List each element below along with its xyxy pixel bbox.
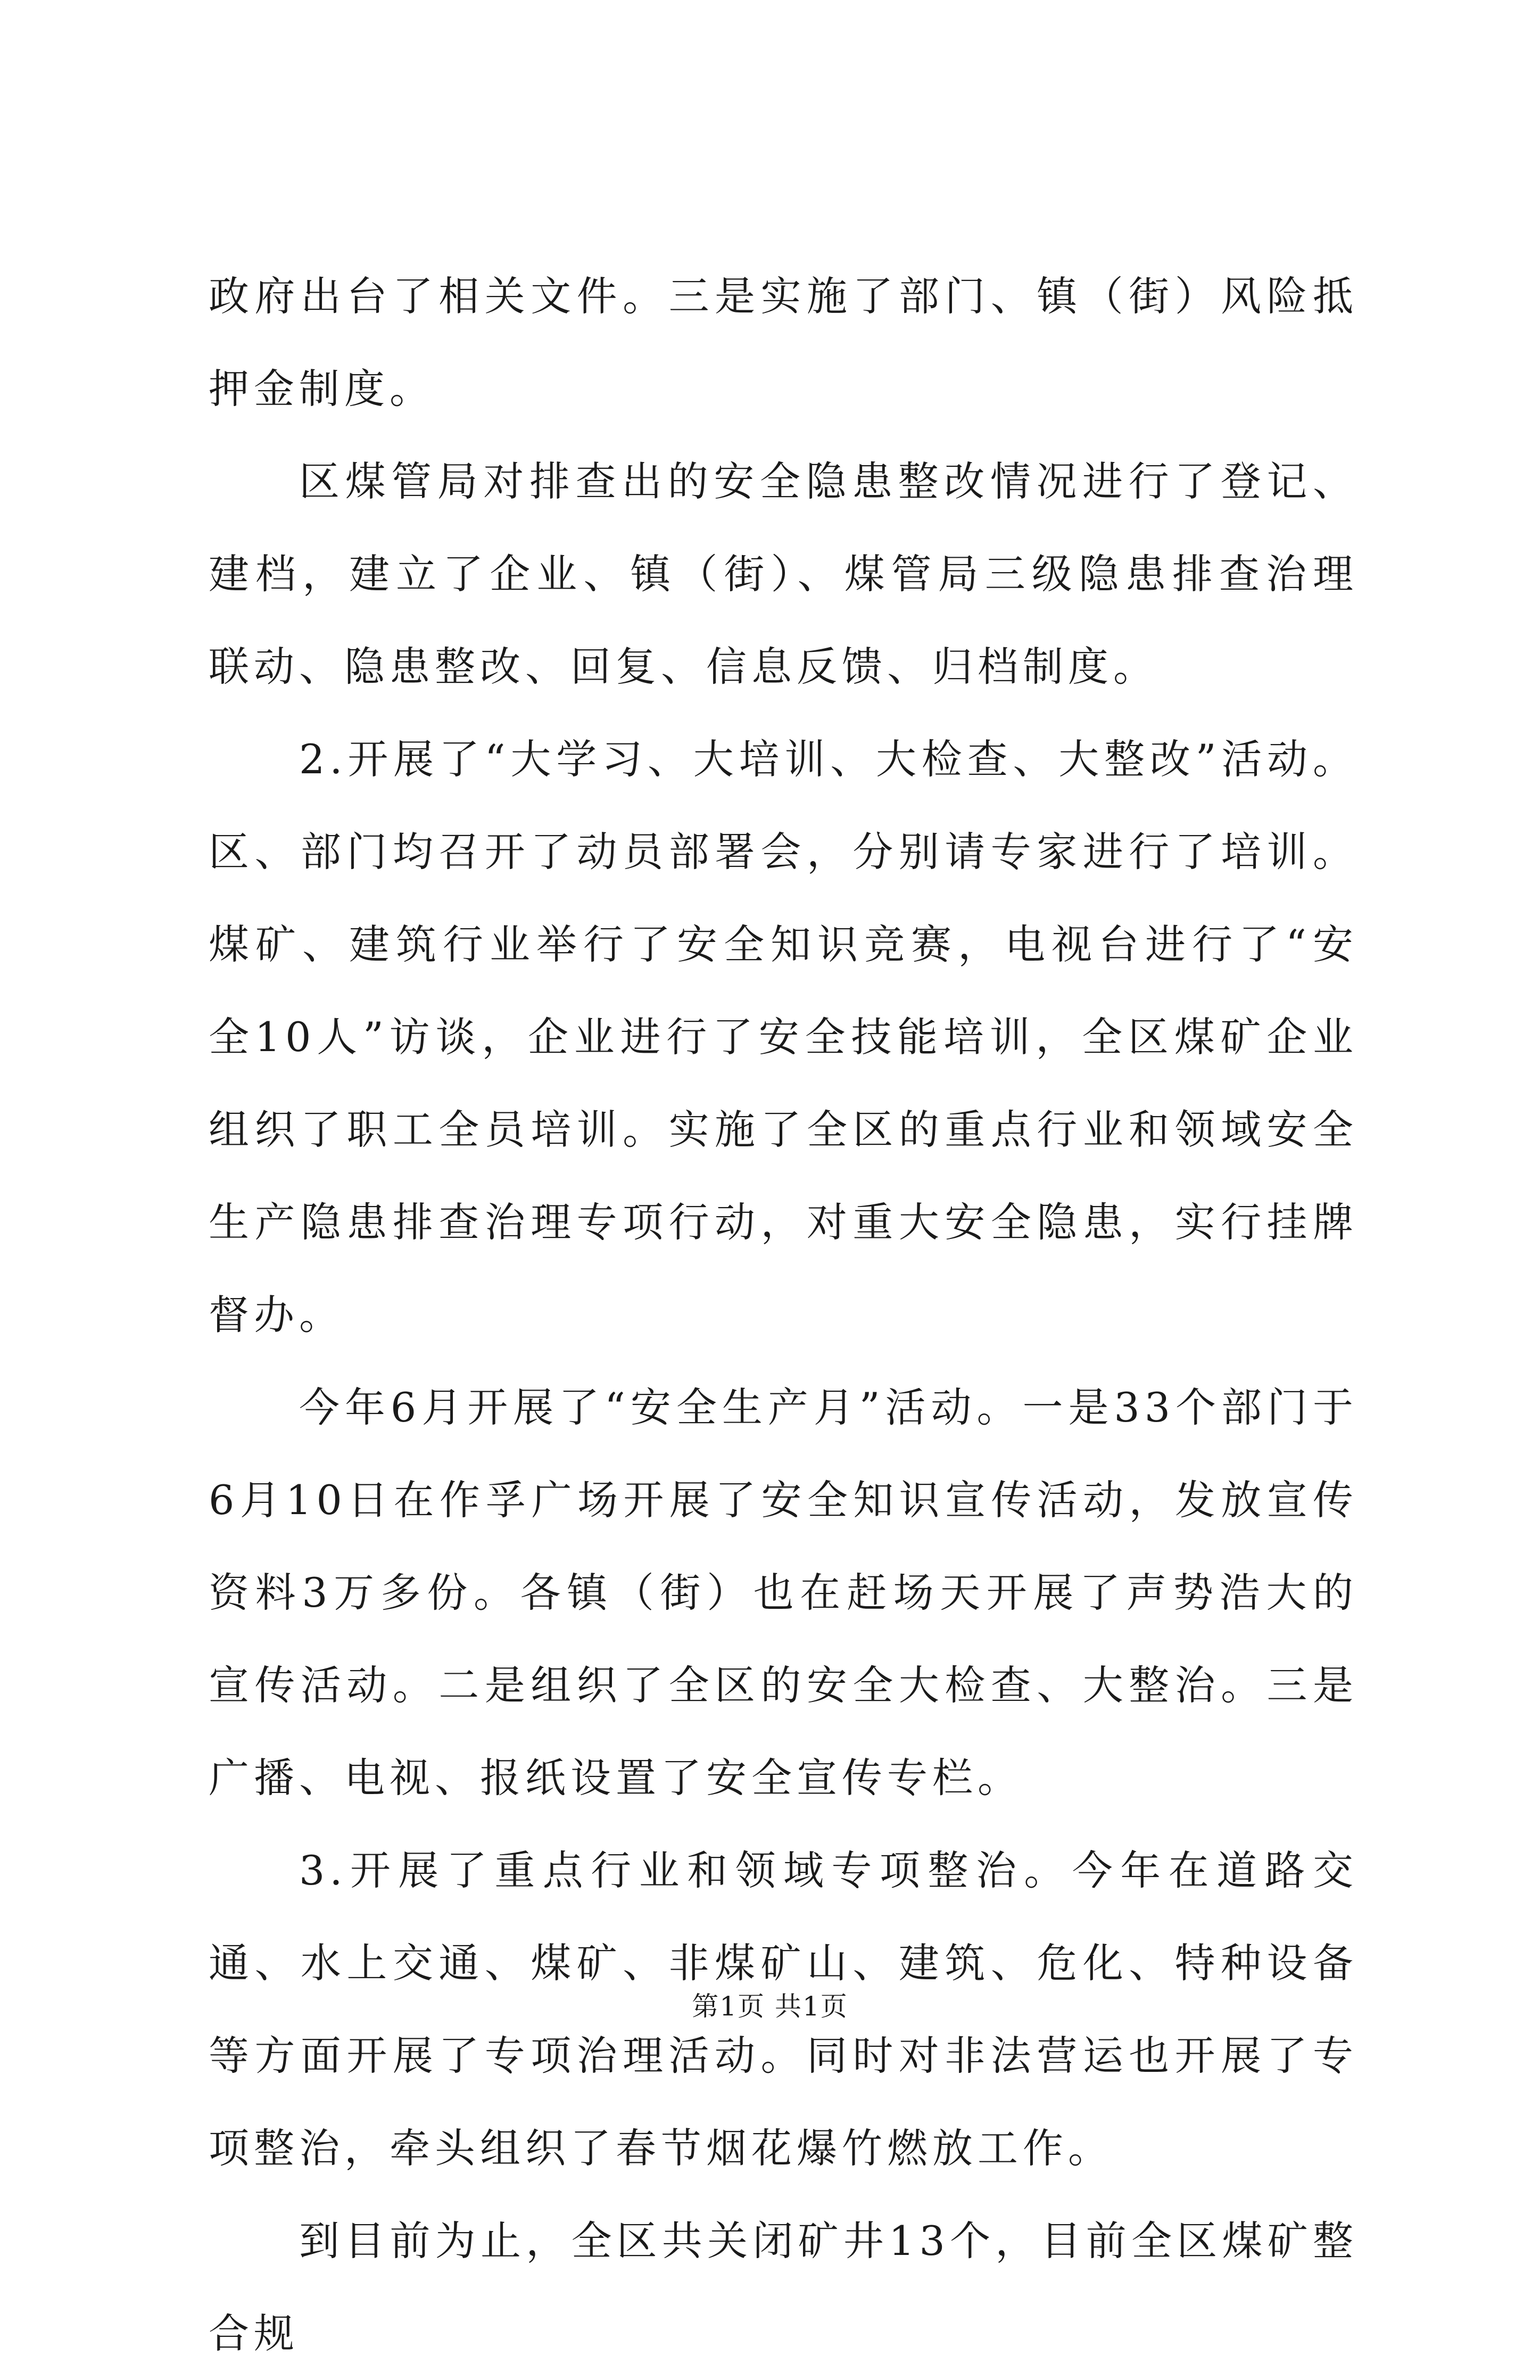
- page-footer: [0, 1985, 1540, 2028]
- paragraph-training-activities: 2.开展了“大学习、大培训、大检查、大整改”活动。区、部门均召开了动员部署会，分别请专家进行了培训。煤矿、建筑行业举行了安全知识竞赛，电视台进行了“安全10人”访谈，企业进行了安全技能培训，全区煤矿企业组织了职工全员培训。实施了全区的重点行业和领域安全生产隐患排查治理专项行动，对重大安全隐患，实行挂牌督办。: [209, 736, 1358, 1338]
- document-body: [209, 250, 1358, 2380]
- paragraph-hazard-records: 区煤管局对排查出的安全隐患整改情况进行了登记、建档，建立了企业、镇（街）、煤管局三级隐患排查治理联动、隐患整改、回复、信息反馈、归档制度。: [209, 458, 1358, 690]
- paragraph-continuation: 政府出台了相关文件。三是实施了部门、镇（街）风险抵押金制度。: [209, 272, 1358, 412]
- paragraph-special-rectification: 3.开展了重点行业和领域专项整治。今年在道路交通、水上交通、煤矿、非煤矿山、建筑、危化、特种设备等方面开展了专项治理活动。同时对非法营运也开展了专项整治，牵头组织了春节烟花爆竹燃放工作。: [209, 1847, 1358, 2172]
- page-number-label: 第1页 共1页: [692, 1991, 848, 2022]
- paragraph-safety-month: 今年6月开展了“安全生产月”活动。一是33个部门于6月10日在作孚广场开展了安全知识宣传活动，发放宣传资料3万多份。各镇（街）也在赶场天开展了声势浩大的宣传活动。二是组织了全区的安全大检查、大整治。三是广播、电视、报纸设置了安全宣传专栏。: [209, 1384, 1358, 1801]
- paragraph-mine-closures: 到目前为止，全区共关闭矿井13个，目前全区煤矿整合规: [209, 2217, 1358, 2357]
